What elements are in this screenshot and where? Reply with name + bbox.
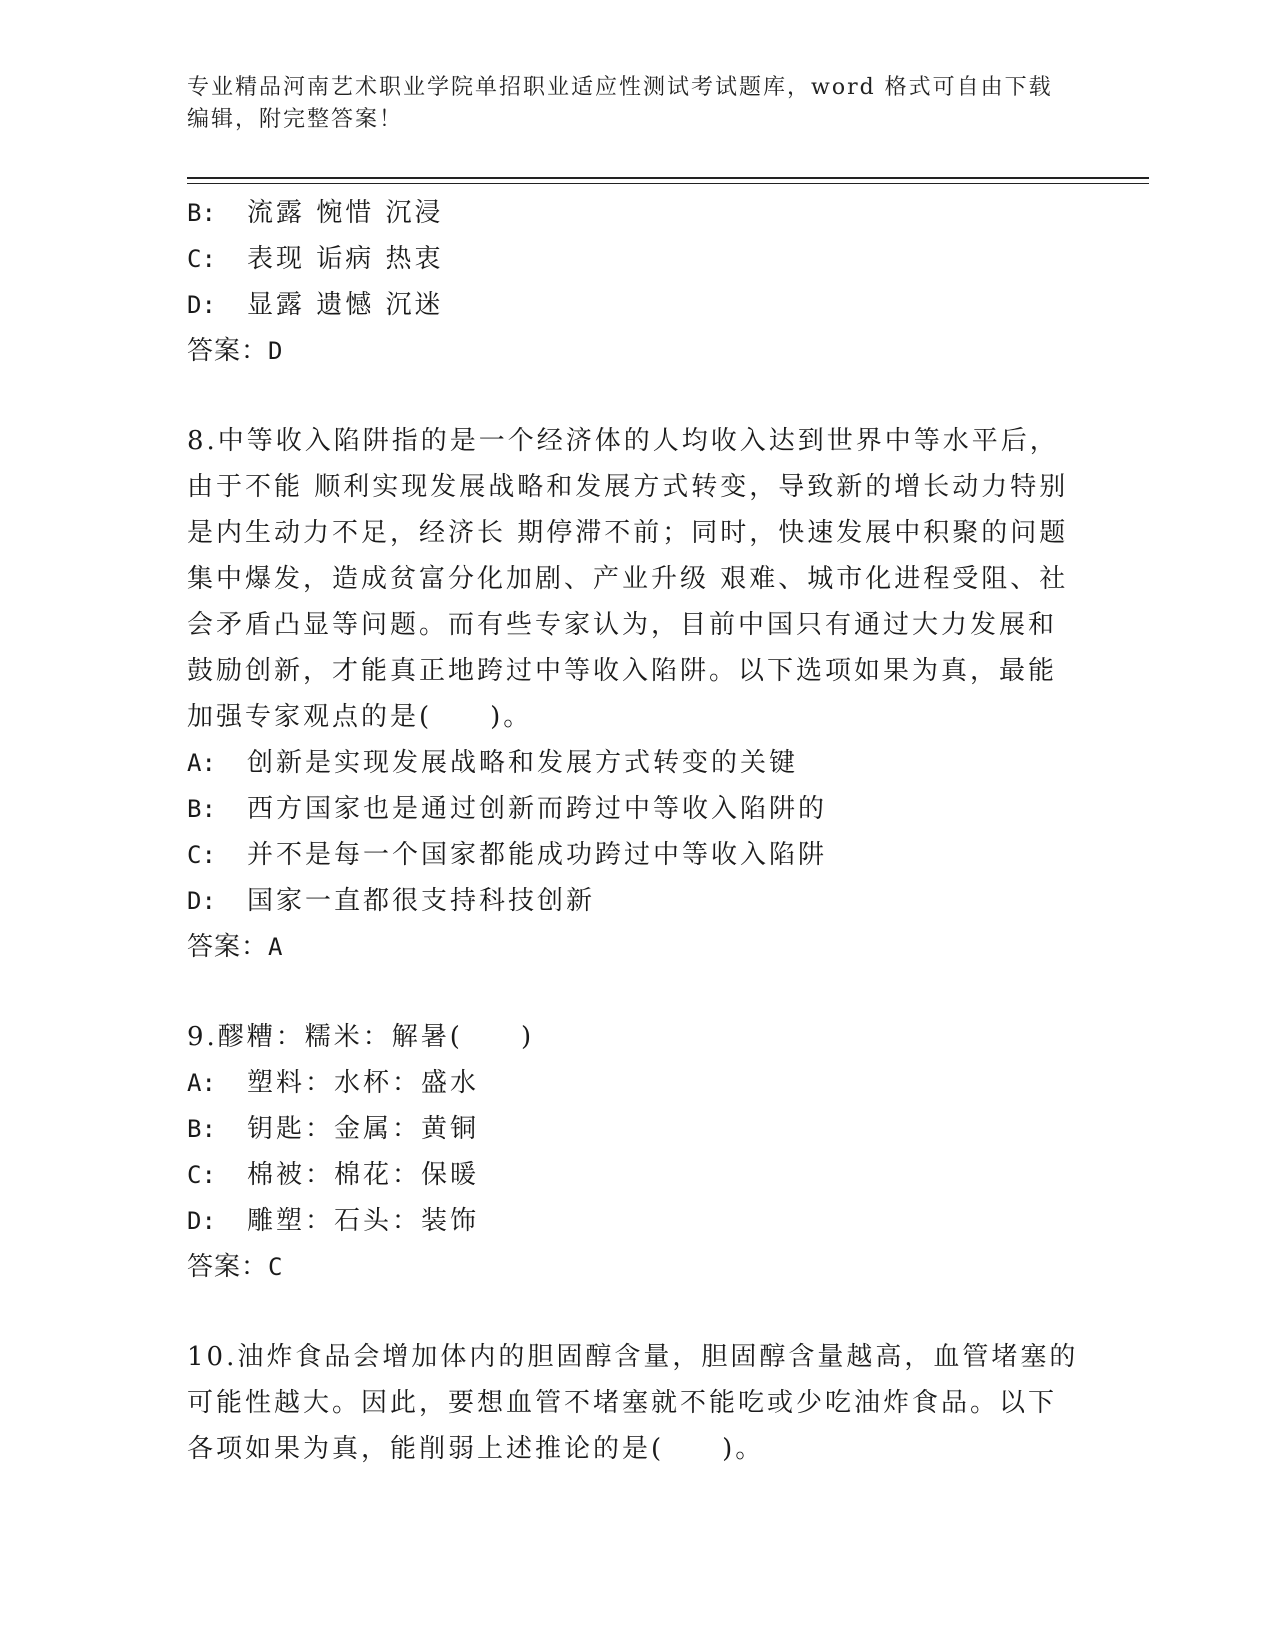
option-text: 创新是实现发展战略和发展方式转变的关键 <box>247 748 799 778</box>
stem-line: 可能性越大。因此，要想血管不堵塞就不能吃或少吃油炸食品。以下 <box>187 1388 1058 1418</box>
option-b <box>187 190 1087 236</box>
option-b <box>187 786 1087 832</box>
option-text: 流露 惋惜 沉浸 <box>247 198 444 228</box>
option-d <box>187 282 1087 328</box>
stem-line: 加强专家观点的是( )。 <box>187 702 533 732</box>
option-b <box>187 1106 1087 1152</box>
option-text: 棉被：棉花：保暖 <box>247 1160 480 1190</box>
option-letter: B: <box>187 795 216 823</box>
question-10 <box>187 1334 1087 1472</box>
option-letter: C: <box>187 841 216 869</box>
stem-line: 鼓励创新，才能真正地跨过中等收入陷阱。以下选项如果为真，最能 <box>187 656 1058 686</box>
option-d <box>187 1198 1087 1244</box>
option-letter: D: <box>187 291 216 319</box>
option-text: 显露 遗憾 沉迷 <box>247 290 444 320</box>
option-text: 雕塑：石头：装饰 <box>247 1206 480 1236</box>
spacer <box>187 374 1087 418</box>
header-line-2: 编辑，附完整答案！ <box>187 107 404 132</box>
option-text: 表现 诟病 热衷 <box>247 244 444 274</box>
question-8-answer <box>187 924 1087 970</box>
option-letter: A: <box>187 1069 216 1097</box>
option-c <box>187 236 1087 282</box>
option-letter: B: <box>187 1115 216 1143</box>
answer-key: D <box>268 337 284 365</box>
option-letter: D: <box>187 887 216 915</box>
option-text: 并不是每一个国家都能成功跨过中等收入陷阱 <box>247 840 828 870</box>
answer-label: 答案： <box>187 932 269 962</box>
answer-label: 答案： <box>187 336 269 366</box>
question-9-answer <box>187 1244 1087 1290</box>
prev-question-answer <box>187 328 1087 374</box>
stem-line: 集中爆发，造成贫富分化加剧、产业升级 艰难、城市化进程受阻、社 <box>187 564 1069 594</box>
stem-line: 10.油炸食品会增加体内的胆固醇含量，胆固醇含量越高，血管堵塞的 <box>187 1342 1079 1372</box>
stem-line: 8.中等收入陷阱指的是一个经济体的人均收入达到世界中等水平后， <box>187 426 1059 456</box>
option-a <box>187 1060 1087 1106</box>
option-c <box>187 1152 1087 1198</box>
answer-key: A <box>268 933 284 961</box>
question-8-stem <box>187 418 1087 740</box>
option-text: 西方国家也是通过创新而跨过中等收入陷阱的 <box>247 794 828 824</box>
option-a <box>187 740 1087 786</box>
option-text: 塑料：水杯：盛水 <box>247 1068 480 1098</box>
question-9 <box>187 1014 1087 1290</box>
answer-label: 答案： <box>187 1252 269 1282</box>
option-letter: C: <box>187 245 216 273</box>
stem-line: 各项如果为真，能削弱上述推论的是( )。 <box>187 1434 765 1464</box>
question-10-stem <box>187 1334 1087 1472</box>
header-rule-thin <box>187 183 1149 184</box>
option-letter: B: <box>187 199 216 227</box>
header-rule-thick <box>187 177 1149 179</box>
header-line-1: 专业精品河南艺术职业学院单招职业适应性测试考试题库，word 格式可自由下载 <box>187 75 1053 100</box>
prev-question-options <box>187 190 1087 328</box>
question-8 <box>187 418 1087 970</box>
stem-line: 是内生动力不足，经济长 期停滞不前；同时，快速发展中积聚的问题 <box>187 518 1069 548</box>
stem-line: 9.醪糟：糯米：解暑( ) <box>187 1022 535 1052</box>
option-text: 国家一直都很支持科技创新 <box>247 886 596 916</box>
stem-line: 由于不能 顺利实现发展战略和发展方式转变，导致新的增长动力特别 <box>187 472 1069 502</box>
document-body <box>187 190 1087 1472</box>
option-d <box>187 878 1087 924</box>
spacer <box>187 1290 1087 1334</box>
option-text: 钥匙：金属：黄铜 <box>247 1114 480 1144</box>
question-9-stem <box>187 1014 1087 1060</box>
answer-key: C <box>268 1253 284 1281</box>
option-letter: C: <box>187 1161 216 1189</box>
option-c <box>187 832 1087 878</box>
option-letter: A: <box>187 749 216 777</box>
stem-line: 会矛盾凸显等问题。而有些专家认为，目前中国只有通过大力发展和 <box>187 610 1058 640</box>
option-letter: D: <box>187 1207 216 1235</box>
document-header <box>187 72 1067 136</box>
spacer <box>187 970 1087 1014</box>
